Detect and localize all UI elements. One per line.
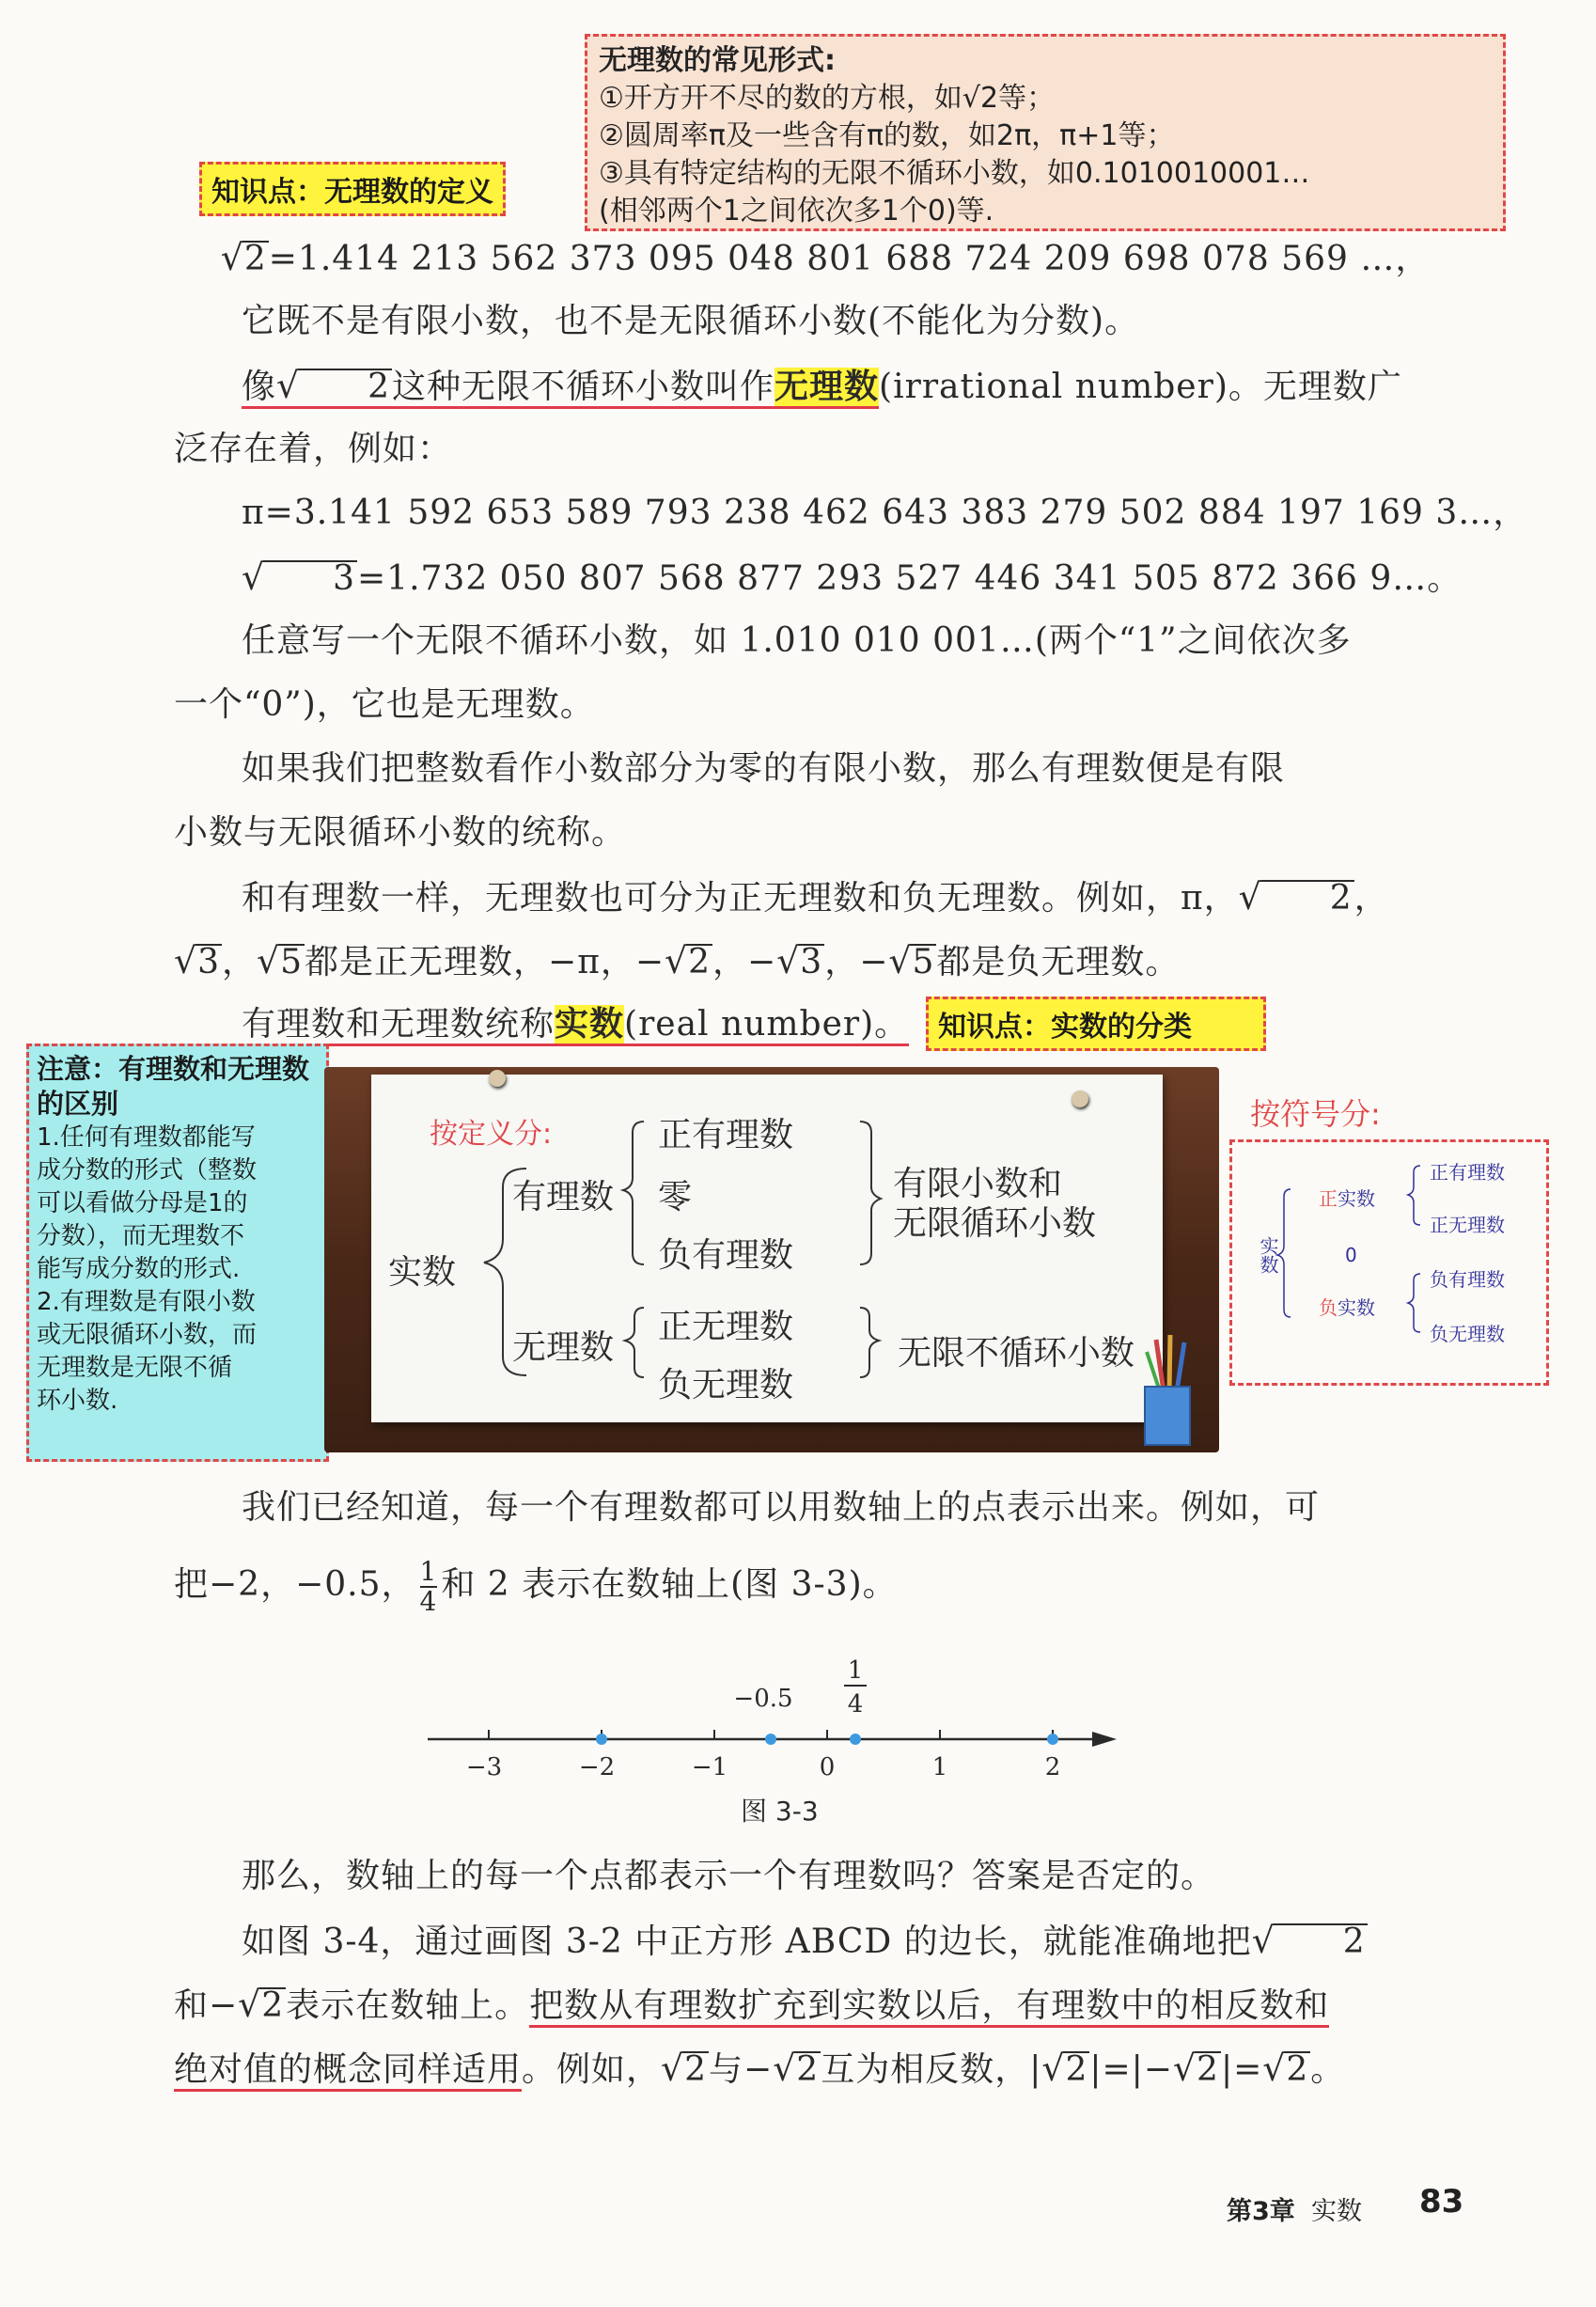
figure-caption: 图 3-3 <box>741 1796 819 1827</box>
tag-real-classification: 知识点：实数的分类 <box>926 997 1266 1051</box>
real-number-line: 有理数和无理数统称实数(real number)。 <box>174 993 1396 1057</box>
term-real: 实数 <box>555 1005 625 1044</box>
negative-irrational-label: 负无理数 <box>658 1366 794 1405</box>
point-2 <box>1047 1734 1058 1745</box>
real-label: 实数 <box>388 1253 457 1292</box>
note-item: (相邻两个1之间依次多1个0)等. <box>599 195 994 228</box>
by-sign-title: 按符号分: <box>1250 1096 1381 1132</box>
note-line: 可以看做分母是1的 <box>37 1189 248 1217</box>
sign-real-label: 实数 <box>1257 1236 1279 1274</box>
paragraph: 如果我们把整数看作小数部分为零的有限小数，那么有理数便是有限 <box>242 749 1286 788</box>
note-title: 无理数的常见形式: <box>599 44 836 77</box>
paragraph: 泛存在着，例如： <box>174 430 453 468</box>
pencil-cup-icon <box>1128 1335 1203 1448</box>
axis-arrow-icon <box>1092 1732 1117 1747</box>
sign-positive-irrational-label: 正无理数 <box>1430 1214 1505 1236</box>
point-quarter <box>850 1734 861 1745</box>
pin-icon <box>489 1070 506 1087</box>
tick-label: −1 <box>691 1753 728 1781</box>
number-line-figure <box>414 1650 1147 1791</box>
note-line: 环小数. <box>37 1387 118 1415</box>
sign-negative-rational-label: 负有理数 <box>1430 1268 1505 1291</box>
paragraph: 一个“0”)，它也是无理数。 <box>174 685 595 724</box>
label-neg-half: −0.5 <box>733 1685 793 1713</box>
sqrt2-value-line: √2=1.414 213 562 373 095 048 801 688 724 209 698 078 569 …， <box>220 237 1431 278</box>
fig34-line-2: 和−√2表示在数轴上。把数从有理数扩充到实数以后，有理数中的相反数和 <box>174 1972 1396 2038</box>
positive-irrational-label: 正无理数 <box>658 1308 794 1346</box>
sign-positive-rational-label: 正有理数 <box>1430 1161 1505 1184</box>
note-item: ②圆周率π及一些含有π的数，如2π，π+1等； <box>599 119 1175 152</box>
note-line: 分数），而无理数不 <box>37 1222 245 1250</box>
irrational-forms-note <box>585 34 1506 231</box>
paragraph: 我们已经知道，每一个有理数都可以用数轴上的点表示出来。例如，可 <box>242 1488 1321 1527</box>
note-line: 2.有理数是有限小数 <box>37 1288 256 1316</box>
note-line: 无理数是无限不循 <box>37 1354 233 1382</box>
abs-value-line: 绝对值的概念同样适用。例如，√2与−√2互为相反数，|√2|=|−√2|=√2。 <box>174 2036 1396 2102</box>
tick-label: −2 <box>578 1753 616 1781</box>
nonrepeating-decimal-label: 无限不循环小数 <box>898 1334 1135 1373</box>
negative-rational-label: 负有理数 <box>658 1236 794 1275</box>
page-number: 83 <box>1419 2183 1464 2221</box>
paragraph: 它既不是有限小数，也不是无限循环小数(不能化为分数)。 <box>242 302 1140 340</box>
pi-value-line: π=3.141 592 653 589 793 238 462 643 383 279 502 884 197 169 3…， <box>242 494 1528 532</box>
rational-irrational-difference-note <box>26 1044 329 1462</box>
label-quarter-num: 1 <box>847 1656 864 1685</box>
term-irrational: 无理数 <box>775 368 880 406</box>
paragraph: 那么，数轴上的每一个点都表示一个有理数吗？答案是否定的。 <box>242 1857 1216 1895</box>
sign-line-2: √3，√5都是正无理数，−π，−√2，−√3，−√5都是负无理数。 <box>174 940 1181 981</box>
finite-decimal-label: 有限小数和 <box>893 1165 1063 1203</box>
axis-example-line: 把−2，−0.5， $\frac{1}{4}$ 和 2 表示在数轴上(图 3-3)。 <box>174 1556 898 1617</box>
note-title: 注意：有理数和无理数的区别 <box>37 1053 310 1120</box>
repeating-decimal-label: 无限循环小数 <box>893 1204 1097 1243</box>
note-line: 或无限循环小数，而 <box>37 1321 258 1349</box>
sign-negative-irrational-label: 负无理数 <box>1430 1323 1505 1345</box>
point-neg-2 <box>596 1734 607 1745</box>
negative-real-label: 负实数 <box>1319 1296 1375 1319</box>
tick-label: 1 <box>931 1753 948 1781</box>
paragraph: 小数与无限循环小数的统称。 <box>174 813 627 852</box>
zero-label: 零 <box>658 1178 693 1216</box>
sign-line-1: 和有理数一样，无理数也可分为正无理数和负无理数。例如，π，√ 2， <box>242 876 1389 918</box>
point-neg-half <box>765 1734 776 1745</box>
sqrt3-value-line: √ 3=1.732 050 807 568 877 293 527 446 341 505 872 366 9…。 <box>242 557 1463 598</box>
positive-rational-label: 正有理数 <box>658 1116 794 1154</box>
classification-paper <box>371 1075 1163 1422</box>
pin-icon <box>1072 1091 1088 1107</box>
tick-label: 0 <box>819 1753 836 1781</box>
fig34-line-1: 如图 3-4，通过画图 3-2 中正方形 ABCD 的边长，就能准确地把√ 2 <box>242 1920 1366 1961</box>
tag-irrational-definition: 知识点：无理数的定义 <box>199 162 506 216</box>
footer-chapter: 第3章 实数 <box>1227 2197 1362 2226</box>
irrational-definition-line: 像√ 2这种无限不循环小数叫作无理数(irrational number)。无理数广 <box>174 353 1396 419</box>
note-line: 能写成分数的形式. <box>37 1255 241 1283</box>
positive-real-label: 正实数 <box>1319 1187 1375 1210</box>
note-line: 1.任何有理数都能写 <box>37 1123 256 1152</box>
note-item: ①开方开不尽的数的方根，如√2等； <box>599 82 1056 115</box>
note-line: 成分数的形式（整数 <box>37 1156 258 1185</box>
tick-label: 2 <box>1044 1753 1061 1781</box>
tick-label: −3 <box>465 1753 503 1781</box>
label-quarter-den: 4 <box>847 1690 864 1718</box>
by-sign-diagram <box>1229 1139 1549 1386</box>
note-item: ③具有特定结构的无限不循环小数，如0.1010010001… <box>599 157 1310 190</box>
paragraph: 任意写一个无限不循环小数，如 1.010 010 001…(两个“1”之间依次多 <box>242 621 1352 660</box>
by-definition-label: 按定义分: <box>430 1118 553 1151</box>
irrational-label: 无理数 <box>512 1328 615 1367</box>
rational-label: 有理数 <box>512 1178 615 1216</box>
sign-zero-label: 0 <box>1345 1244 1357 1266</box>
